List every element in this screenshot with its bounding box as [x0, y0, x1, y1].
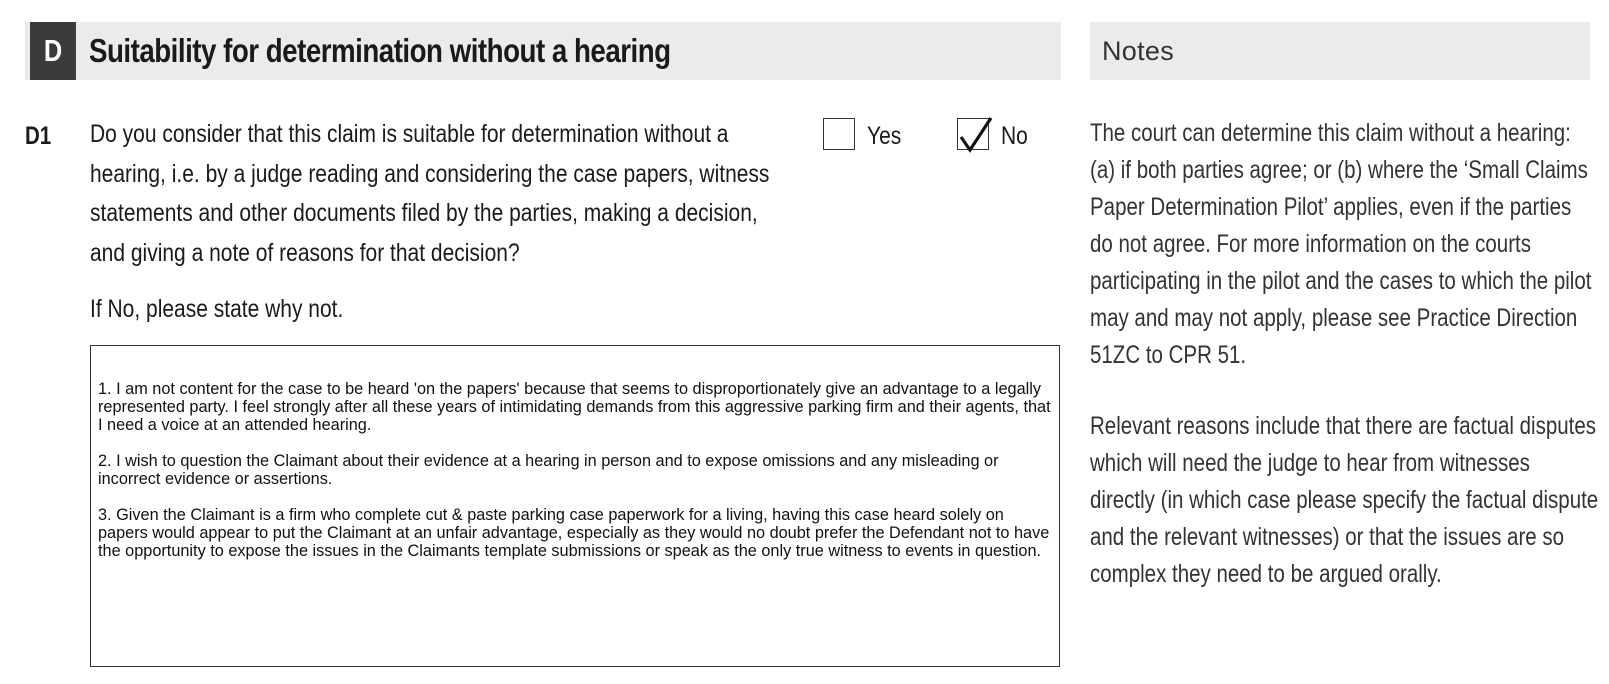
answer-paragraph: 2. I wish to question the Claimant about their evidence at a hearing in person and to expose omissions and any misleading or incorrect evidence or assertions.: [98, 452, 999, 488]
question-number: D1: [25, 122, 52, 150]
notes-line: participating in the pilot and the cases to which the pilot: [1090, 267, 1592, 295]
section-title: Suitability for determination without a hearing: [89, 32, 671, 69]
notes-line: (a) if both parties agree; or (b) where the ‘Small Claims: [1090, 156, 1588, 184]
checkmark-icon: [957, 115, 993, 155]
notes-line: complex they need to be argued orally.: [1090, 560, 1442, 588]
notes-line: The court can determine this claim without a hearing:: [1090, 119, 1571, 147]
notes-line: which will need the judge to hear from witnesses: [1090, 449, 1530, 477]
question-text-line: hearing, i.e. by a judge reading and considering the case papers, witness: [90, 159, 770, 188]
notes-title: Notes: [1102, 36, 1175, 66]
if-no-prompt: If No, please state why not.: [90, 295, 344, 323]
question-text-line: statements and other documents filed by the parties, making a decision,: [90, 199, 758, 227]
notes-line: Paper Determination Pilot’ applies, even if the parties: [1090, 193, 1572, 221]
notes-line: Relevant reasons include that there are factual disputes: [1090, 412, 1596, 440]
notes-line: and the relevant witnesses) or that the issues are so: [1090, 523, 1565, 551]
yes-label: Yes: [867, 122, 902, 150]
question-text-line: Do you consider that this claim is suitable for determination without a: [90, 120, 729, 148]
section-letter-badge: D: [30, 22, 76, 80]
yes-checkbox[interactable]: [823, 118, 855, 150]
no-label: No: [1001, 122, 1028, 150]
reason-answer-field[interactable]: [90, 345, 1060, 667]
notes-body: [1090, 115, 1599, 593]
section-header: [25, 22, 1061, 80]
answer-paragraph: 1. I am not content for the case to be heard 'on the papers' because that seems to disproportionately give an advantage to a legally represented party. I feel strongly after all these years of intimidating demands from this aggressive parking firm and their agents, that I need a voice at an attended hearing.: [98, 380, 1051, 434]
no-checkbox[interactable]: [957, 118, 989, 150]
question-text-line: and giving a note of reasons for that decision?: [90, 238, 520, 267]
notes-paragraph-gap: [1090, 374, 1582, 408]
question-text: [90, 115, 779, 273]
notes-line: may and may not apply, please see Practice Direction: [1090, 304, 1578, 332]
answer-paragraph: 3. Given the Claimant is a firm who complete cut & paste parking case paperwork for a living, having this case heard solely on papers would appear to put the Claimant at an unfair advantage, especially as they would no doubt prefer the Defendant not to have the opportunity to expose the issues in the Claimants template submissions or speak as the only true witness to events in question.: [98, 506, 1050, 560]
notes-line: 51ZC to CPR 51.: [1090, 341, 1247, 369]
notes-header: [1090, 22, 1590, 80]
notes-line: do not agree. For more information on the courts: [1090, 230, 1531, 258]
notes-line: directly (in which case please specify the factual dispute: [1090, 486, 1599, 514]
